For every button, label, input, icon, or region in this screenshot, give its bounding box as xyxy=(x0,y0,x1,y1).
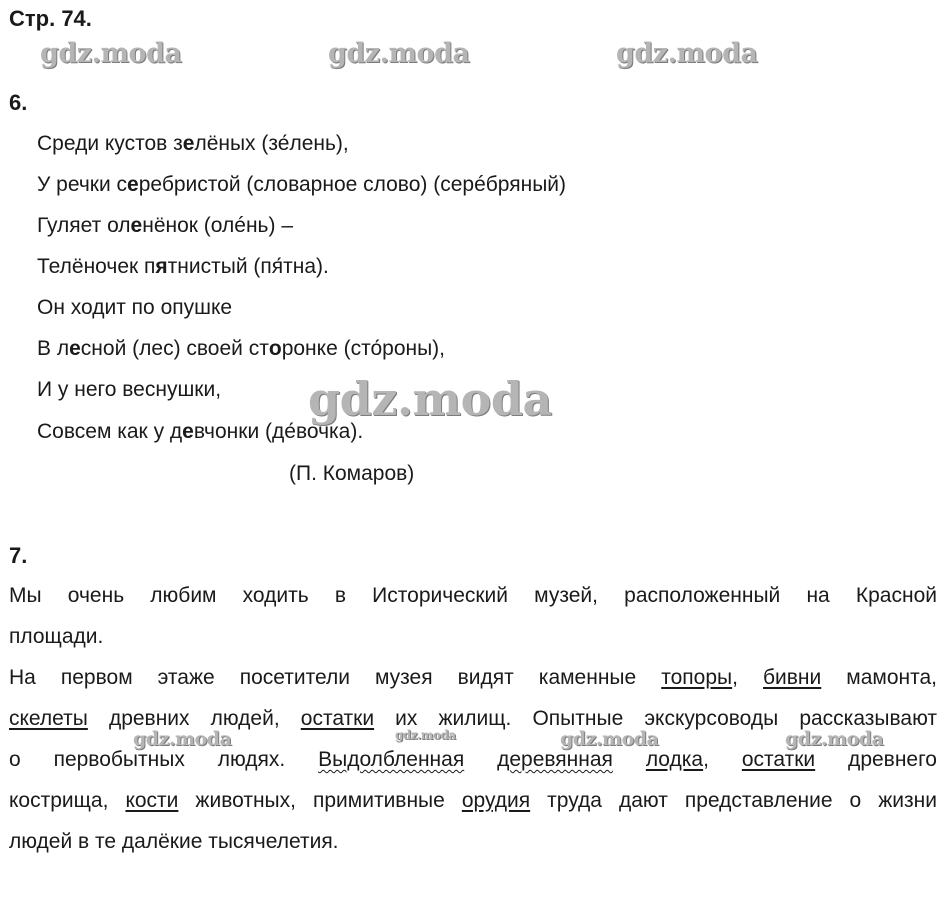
poem-line: Гуляет оленёнок (олéнь) – xyxy=(37,214,293,237)
watermark: gdz.moda xyxy=(785,728,884,750)
poem-line: Он ходит по опушке xyxy=(37,296,233,319)
exercise-6-number: 6. xyxy=(9,90,28,115)
exercise-7-number: 7. xyxy=(9,543,28,568)
watermark: gdz.moda xyxy=(40,38,182,69)
subject-underline: скелеты xyxy=(9,707,88,730)
poem-line: В лесной (лес) своей сторонке (сто́роны), xyxy=(37,337,446,360)
subject-underline: лодка xyxy=(645,748,704,771)
poem-line: Телёночек пятнистый (пя́тна). xyxy=(37,255,329,278)
watermark: gdz.moda xyxy=(328,38,470,69)
subject-underline: кости xyxy=(125,789,179,812)
poem-author: (П. Комаров) xyxy=(289,462,415,485)
text-line: о первобытных людях. Выдолбленная деревянная лодка, остатки древнего xyxy=(9,748,937,771)
poem-line: Совсем как у девчонки (де́вочка). xyxy=(37,420,364,443)
subject-underline: топоры xyxy=(661,666,733,689)
watermark: gdz.moda xyxy=(560,728,659,750)
watermark: gdz.moda xyxy=(133,728,232,750)
subject-underline: остатки xyxy=(300,707,375,730)
watermark: gdz.moda xyxy=(395,728,456,742)
watermark: gdz.moda xyxy=(308,372,552,426)
text-line: кострища, кости животных, примитивные орудия труда дают представление о жизни xyxy=(9,789,937,812)
text-line: скелеты древних людей, остатки их жилищ. Опытные экскурсоводы рассказывают xyxy=(9,707,938,730)
poem-line: И у него веснушки, xyxy=(37,378,222,401)
text-line: людей в те далёкие тысячелетия. xyxy=(9,830,339,853)
poem-line: Среди кустов зелёных (зе́лень), xyxy=(37,132,349,155)
subject-underline: остатки xyxy=(741,748,816,771)
text-line: Мы очень любим ходить в Исторический музей, расположенный на Красной xyxy=(9,584,937,607)
subject-underline: бивни xyxy=(763,666,822,689)
attribute-wavy-underline: деревянная xyxy=(497,748,613,771)
text-line: площади. xyxy=(9,625,104,648)
text-line: На первом этаже посетители музея видят каменные топоры, бивни мамонта, xyxy=(9,666,938,689)
watermark: gdz.moda xyxy=(616,38,758,69)
poem-line: У речки серебристой (словарное слово) (серéбряный) xyxy=(37,173,567,196)
page-label: Стр. 74. xyxy=(9,6,92,31)
subject-underline: орудия xyxy=(461,789,531,812)
attribute-wavy-underline: Выдолбленная xyxy=(318,748,465,771)
